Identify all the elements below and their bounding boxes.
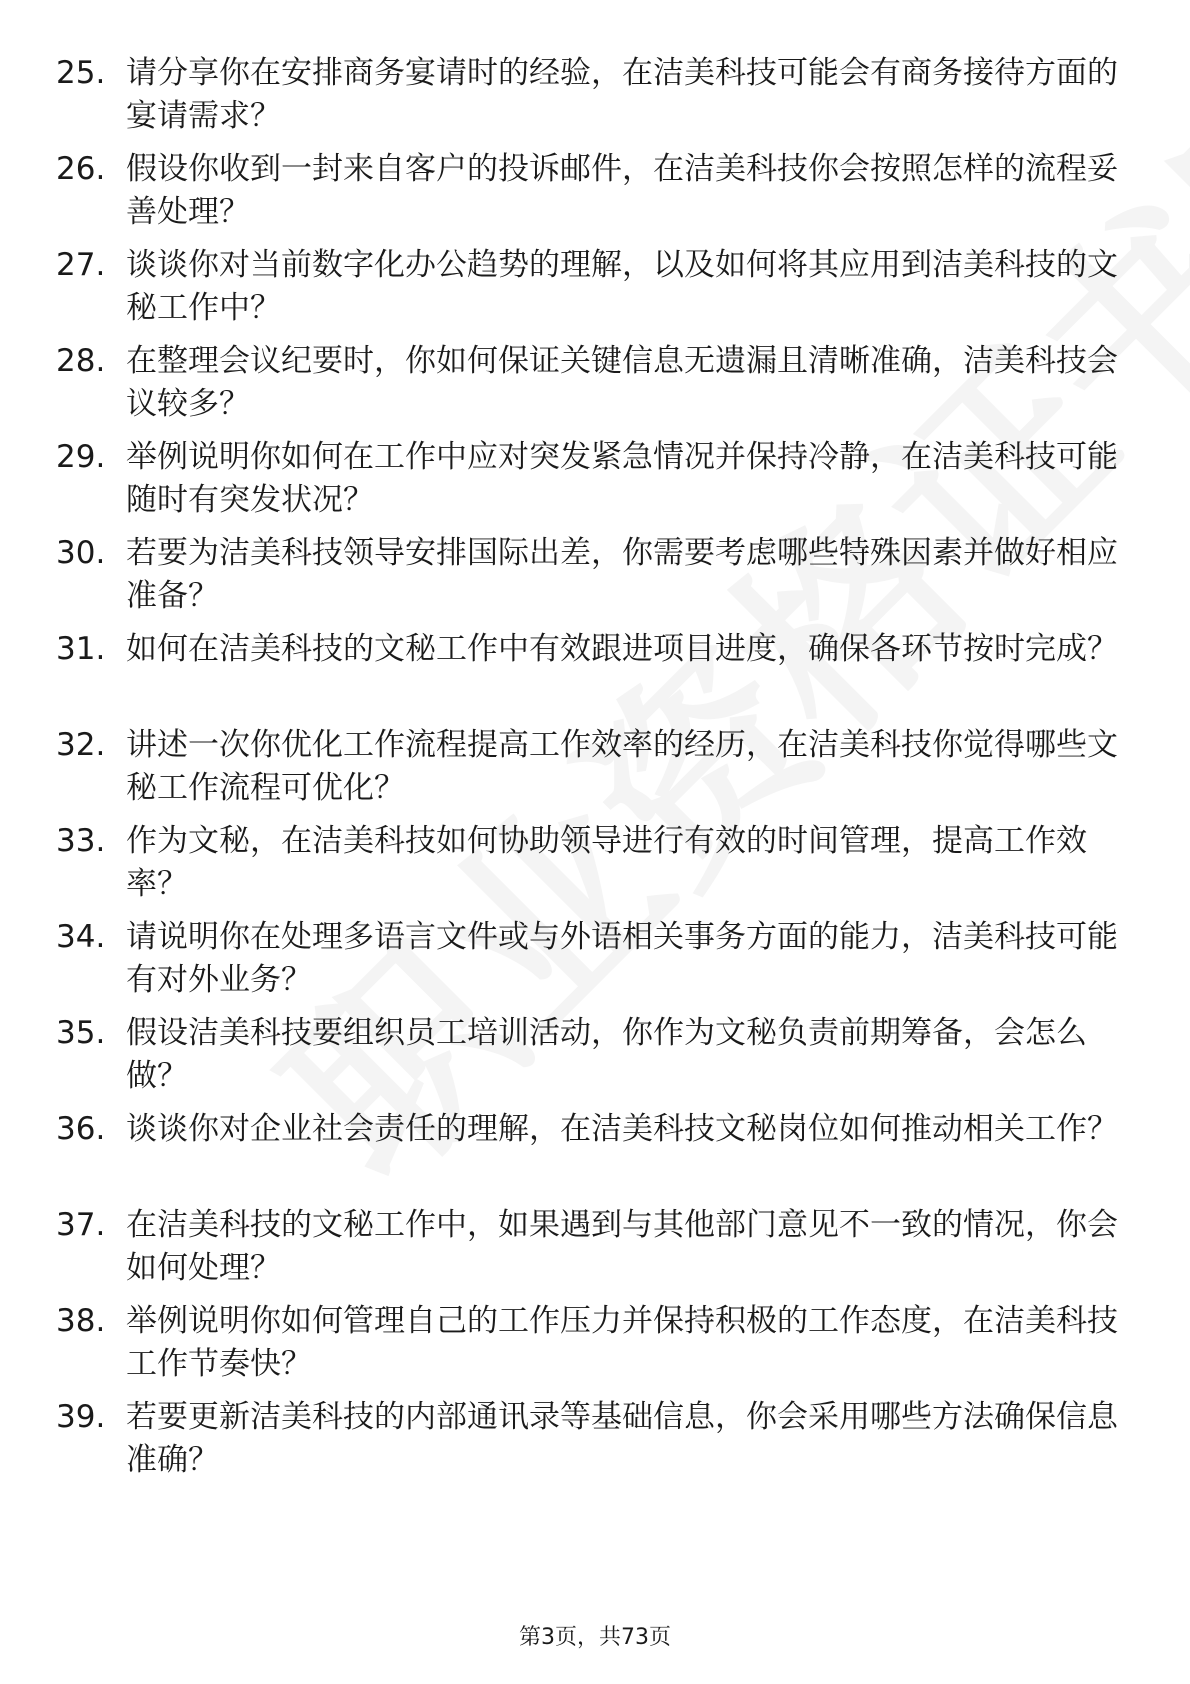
question-item (56, 1012, 1136, 1108)
question-text: 讲述一次你优化工作流程提高工作效率的经历，在洁美科技你觉得哪些文秘工作流程可优化？ (126, 727, 1118, 806)
question-list (56, 52, 1136, 1492)
question-item (56, 52, 1136, 148)
question-number: 28. (56, 343, 106, 379)
question-number: 34. (56, 919, 106, 955)
question-number: 27. (56, 247, 106, 283)
question-number: 26. (56, 151, 106, 187)
question-number: 37. (56, 1207, 106, 1243)
question-item (56, 532, 1136, 628)
question-text: 假设洁美科技要组织员工培训活动，你作为文秘负责前期筹备，会怎么做？ (126, 1015, 1087, 1094)
question-item (56, 1204, 1136, 1300)
question-item (56, 1108, 1136, 1204)
question-text: 请分享你在安排商务宴请时的经验，在洁美科技可能会有商务接待方面的宴请需求？ (126, 55, 1118, 134)
question-number: 35. (56, 1015, 106, 1051)
question-text: 如何在洁美科技的文秘工作中有效跟进项目进度，确保各环节按时完成？ (126, 631, 1118, 667)
question-item (56, 1300, 1136, 1396)
question-item (56, 916, 1136, 1012)
question-number: 39. (56, 1399, 106, 1435)
question-item (56, 820, 1136, 916)
question-number: 36. (56, 1111, 106, 1147)
question-text: 谈谈你对当前数字化办公趋势的理解，以及如何将其应用到洁美科技的文秘工作中？ (126, 247, 1118, 326)
page-footer: 第3页，共73页 (519, 1625, 671, 1650)
question-number: 25. (56, 55, 106, 91)
question-number: 38. (56, 1303, 106, 1339)
question-text: 作为文秘，在洁美科技如何协助领导进行有效的时间管理，提高工作效率？ (126, 823, 1087, 902)
question-item (56, 244, 1136, 340)
question-item (56, 148, 1136, 244)
question-number: 31. (56, 631, 106, 667)
question-text: 请说明你在处理多语言文件或与外语相关事务方面的能力，洁美科技可能有对外业务？ (126, 919, 1118, 998)
question-item (56, 724, 1136, 820)
question-text: 若要为洁美科技领导安排国际出差，你需要考虑哪些特殊因素并做好相应准备？ (126, 535, 1118, 614)
question-item (56, 340, 1136, 436)
question-number: 29. (56, 439, 106, 475)
question-text: 谈谈你对企业社会责任的理解，在洁美科技文秘岗位如何推动相关工作？ (126, 1111, 1118, 1147)
question-number: 32. (56, 727, 106, 763)
question-text: 举例说明你如何在工作中应对突发紧急情况并保持冷静，在洁美科技可能随时有突发状况？ (126, 439, 1118, 518)
question-item (56, 1396, 1136, 1492)
question-number: 33. (56, 823, 106, 859)
question-text: 举例说明你如何管理自己的工作压力并保持积极的工作态度，在洁美科技工作节奏快？ (126, 1303, 1118, 1382)
question-text: 在洁美科技的文秘工作中，如果遇到与其他部门意见不一致的情况，你会如何处理？ (126, 1207, 1118, 1286)
question-item (56, 436, 1136, 532)
question-text: 假设你收到一封来自客户的投诉邮件，在洁美科技你会按照怎样的流程妥善处理？ (126, 151, 1118, 230)
question-text: 若要更新洁美科技的内部通讯录等基础信息，你会采用哪些方法确保信息准确？ (126, 1399, 1118, 1478)
question-text: 在整理会议纪要时，你如何保证关键信息无遗漏且清晰准确，洁美科技会议较多？ (126, 343, 1118, 422)
question-item (56, 628, 1136, 724)
question-number: 30. (56, 535, 106, 571)
